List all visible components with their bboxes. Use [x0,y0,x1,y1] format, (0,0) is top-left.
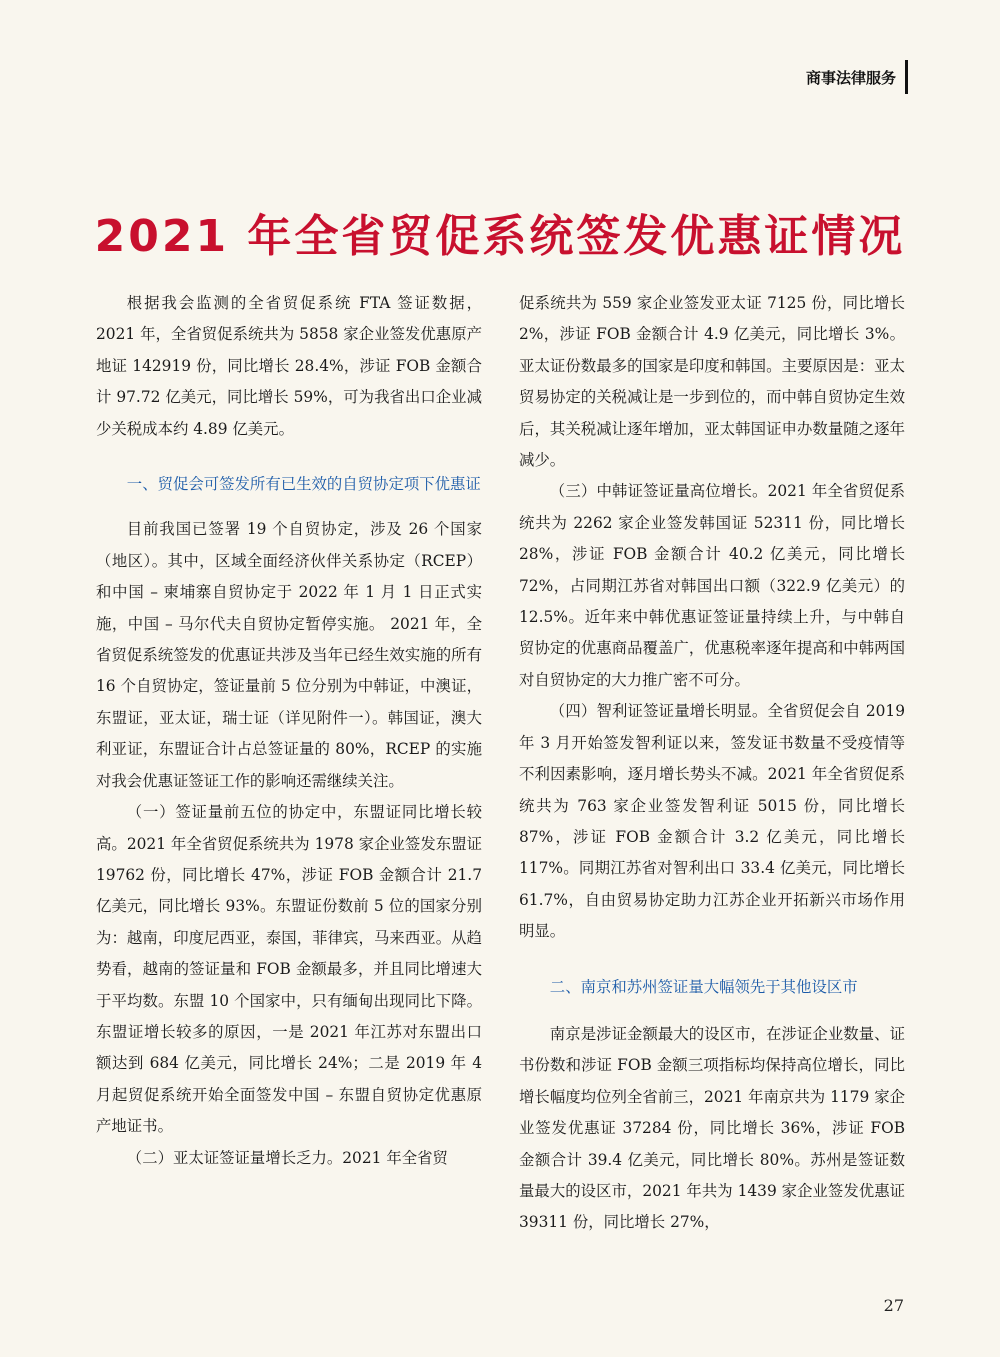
left-column [96,288,482,1174]
right-column [519,288,905,1239]
paragraph-korea: （三）中韩证签证量高位增长。2021 年全省贸促系统共为 2262 家企业签发韩国证 52311 份，同比增长 28%，涉证 FOB 金额合计 40.2 亿美元，同比增长 72%，占同期江苏省对韩国出口额（322.9 亿美元）的 12.5%。近年来中韩优惠证签证量持续上升，与中韩自贸协定的优惠商品覆盖广，优惠税率逐年提高和中韩两国对自贸协定的大力推广密不可分。 [519,482,905,689]
article-title: 2021 年全省贸促系统签发优惠证情况 [94,211,906,262]
section-heading-2: 二、南京和苏州签证量大幅领先于其他设区市 [549,977,858,996]
section-heading-1: 一、贸促会可签发所有已生效的自贸协定项下优惠证 [126,475,481,494]
paragraph-apta-start: （二）亚太证签证量增长乏力。2021 年全省贸 [126,1148,448,1167]
section-label-text: 商事法律服务 [805,68,896,87]
paragraph-intro: 根据我会监测的全省贸促系统 FTA 签证数据，2021 年，全省贸促系统共为 5858 家企业签发优惠原产地证 142919 份，同比增长 28.4%，涉证 FOB 金额合计 97.72 亿美元，同比增长 59%，可为我省出口企业减少关税成本约 4.89 亿美元。 [96,294,482,438]
paragraph-chile: （四）智利证签证量增长明显。全省贸促会自 2019 年 3 月开始签发智利证以来，签发证书数量不受疫情等不利因素影响，逐月增长势头不减。2021 年全省贸促系统共为 763 家企业签发智利证 5015 份，同比增长 87%，涉证 FOB 金额合计 3.2 亿美元，同比增长 117%。同期江苏省对智利出口 33.4 亿美元，同比增长 61.7%，自由贸易协定助力江苏企业开拓新兴市场作用明显。 [519,702,905,941]
paragraph-apta-cont: 促系统共为 559 家企业签发亚太证 7125 份，同比增长 2%，涉证 FOB 金额合计 4.9 亿美元，同比增长 3%。亚太证份数最多的国家是印度和韩国。主要原因是：亚太贸易协定的关税减让是一步到位的，而中韩自贸协定生效后，其关税减让逐年增加，亚太韩国证申办数量随之逐年减少。 [519,294,905,470]
paragraph-cities: 南京是涉证金额最大的设区市，在涉证企业数量、证书份数和涉证 FOB 金额三项指标均保持高位增长，同比增长幅度均位列全省前三，2021 年南京共为 1179 家企业签发优惠证 37284 份，同比增长 36%，涉证 FOB 金额合计 39.4 亿美元，同比增长 80%。苏州是签证数量最大的设区市，2021 年共为 1439 家企业签发优惠证 39311 份，同比增长 27%， [519,1024,905,1232]
section-label-bar [905,60,908,94]
paragraph-agreements: 目前我国已签署 19 个自贸协定，涉及 26 个国家（地区）。其中，区域全面经济伙伴关系协定（RCEP）和中国 – 柬埔寨自贸协定于 2022 年 1 月 1 日正式实施，中国 – 马尔代夫自贸协定暂停实施。 2021 年，全省贸促系统签发的优惠证共涉及当年已经生效实施的所有 16 个自贸协定，签证量前 5 位分别为中韩证，中澳证，东盟证，亚太证，瑞士证（详见附件一）。韩国证，澳大利亚证，东盟证合计占总签证量的 80%，RCEP 的实施对我会优惠证签证工作的影响还需继续关注。 [96,520,482,790]
paragraph-asean: （一）签证量前五位的协定中，东盟证同比增长较高。2021 年全省贸促系统共为 1978 家企业签发东盟证 19762 份，同比增长 47%，涉证 FOB 金额合计 21.7 亿美元，同比增长 93%。东盟证份数前 5 位的国家分别为：越南，印度尼西亚，泰国，菲律宾，马来西亚。从趋势看，越南的签证量和 FOB 金额最多，并且同比增速大于平均数。东盟 10 个国家中，只有缅甸出现同比下降。东盟证增长较多的原因，一是 2021 年江苏对东盟出口额达到 684 亿美元，同比增长 24%；二是 2019 年 4 月起贸促系统开始全面签发中国 – 东盟自贸协定优惠原产地证书。 [96,803,482,1136]
page-number: 27 [883,1296,904,1315]
section-label [806,62,908,92]
